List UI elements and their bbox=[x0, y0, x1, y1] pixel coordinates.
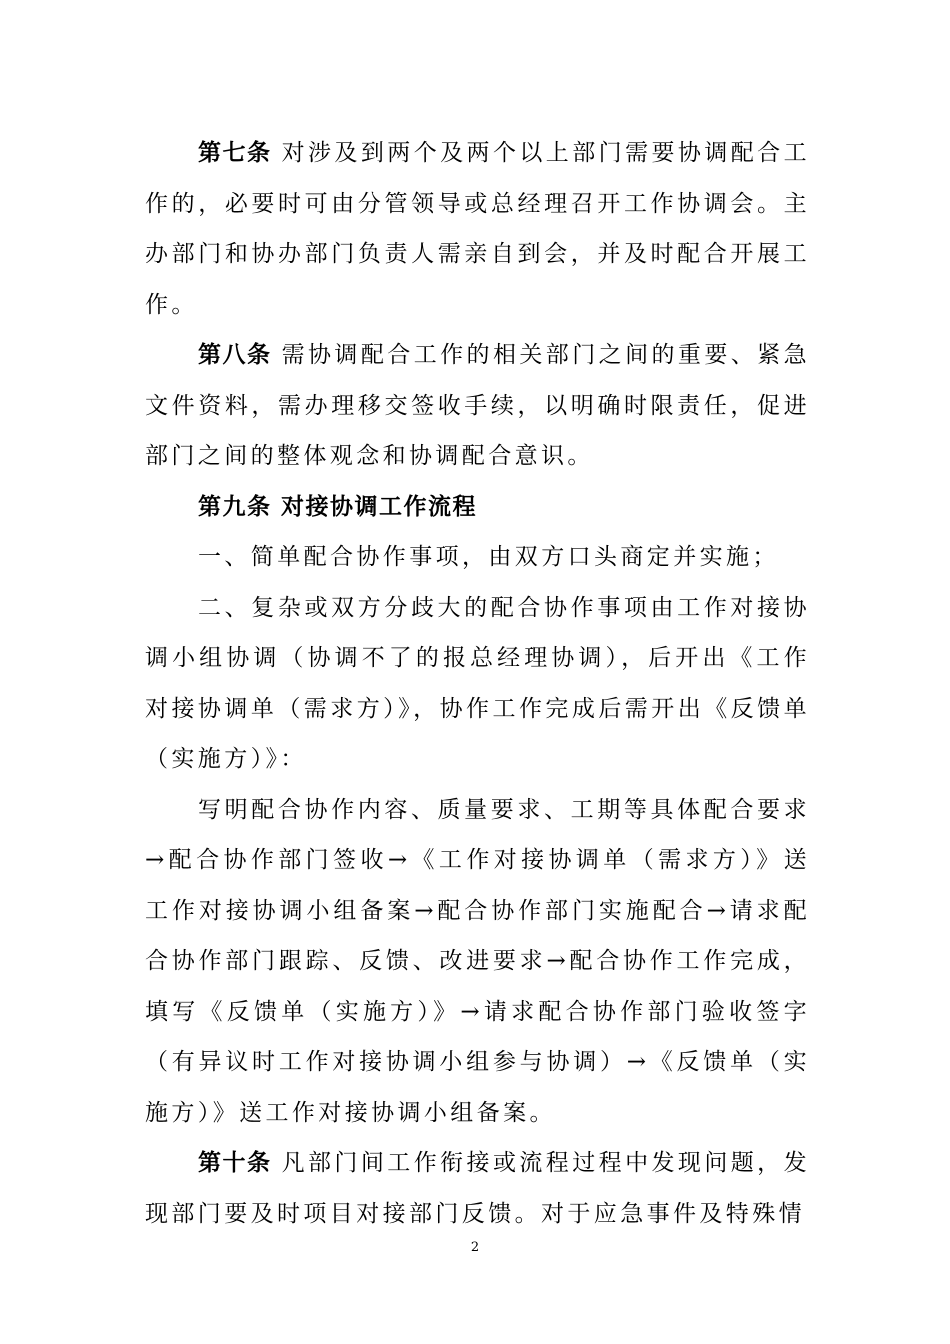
article-10 bbox=[145, 1138, 810, 1239]
article-10-text: 凡部门间工作衔接或流程过程中发现问题，发现部门要及时项目对接部门反馈。对于应急事件及特殊情 bbox=[145, 1150, 811, 1227]
article-10-label: 第十条 bbox=[198, 1150, 272, 1176]
article-9-item-1: 一、简单配合协作事项，由双方口头商定并实施； bbox=[198, 544, 779, 570]
article-8-text: 需协调配合工作的相关部门之间的重要、紧急文件资料，需办理移交签收手续，以明确时限责任，促进部门之间的整体观念和协调配合意识。 bbox=[145, 342, 811, 469]
article-7-label: 第七条 bbox=[198, 140, 272, 166]
article-9-item-2: 二、复杂或双方分歧大的配合协作事项由工作对接协调小组协调（协调不了的报总经理协调），后开出《工作对接协调单（需求方）》，协作工作完成后需开出《反馈单（实施方）》： bbox=[145, 594, 810, 772]
article-8 bbox=[145, 330, 810, 482]
article-7-text: 对涉及到两个及两个以上部门需要协调配合工作的，必要时可由分管领导或总经理召开工作协调会。主办部门和协办部门负责人需亲自到会，并及时配合开展工作。 bbox=[145, 140, 811, 318]
document-body bbox=[145, 128, 810, 1239]
article-9-heading: 第九条 对接协调工作流程 bbox=[198, 493, 478, 520]
article-7 bbox=[145, 128, 810, 330]
page-number: 2 bbox=[470, 1240, 480, 1255]
article-9-flow: 写明配合协作内容、质量要求、工期等具体配合要求→配合协作部门签收→《工作对接协调单（需求方）》送工作对接协调小组备案→配合协作部门实施配合→请求配合协作部门跟踪、反馈、改进要求→配合协作工作完成，填写《反馈单（实施方）》→请求配合协作部门验收签字（有异议时工作对接协调小组参与协调）→《反馈单（实施方）》送工作对接协调小组备案。 bbox=[145, 796, 810, 1126]
article-8-label: 第八条 bbox=[198, 342, 272, 368]
